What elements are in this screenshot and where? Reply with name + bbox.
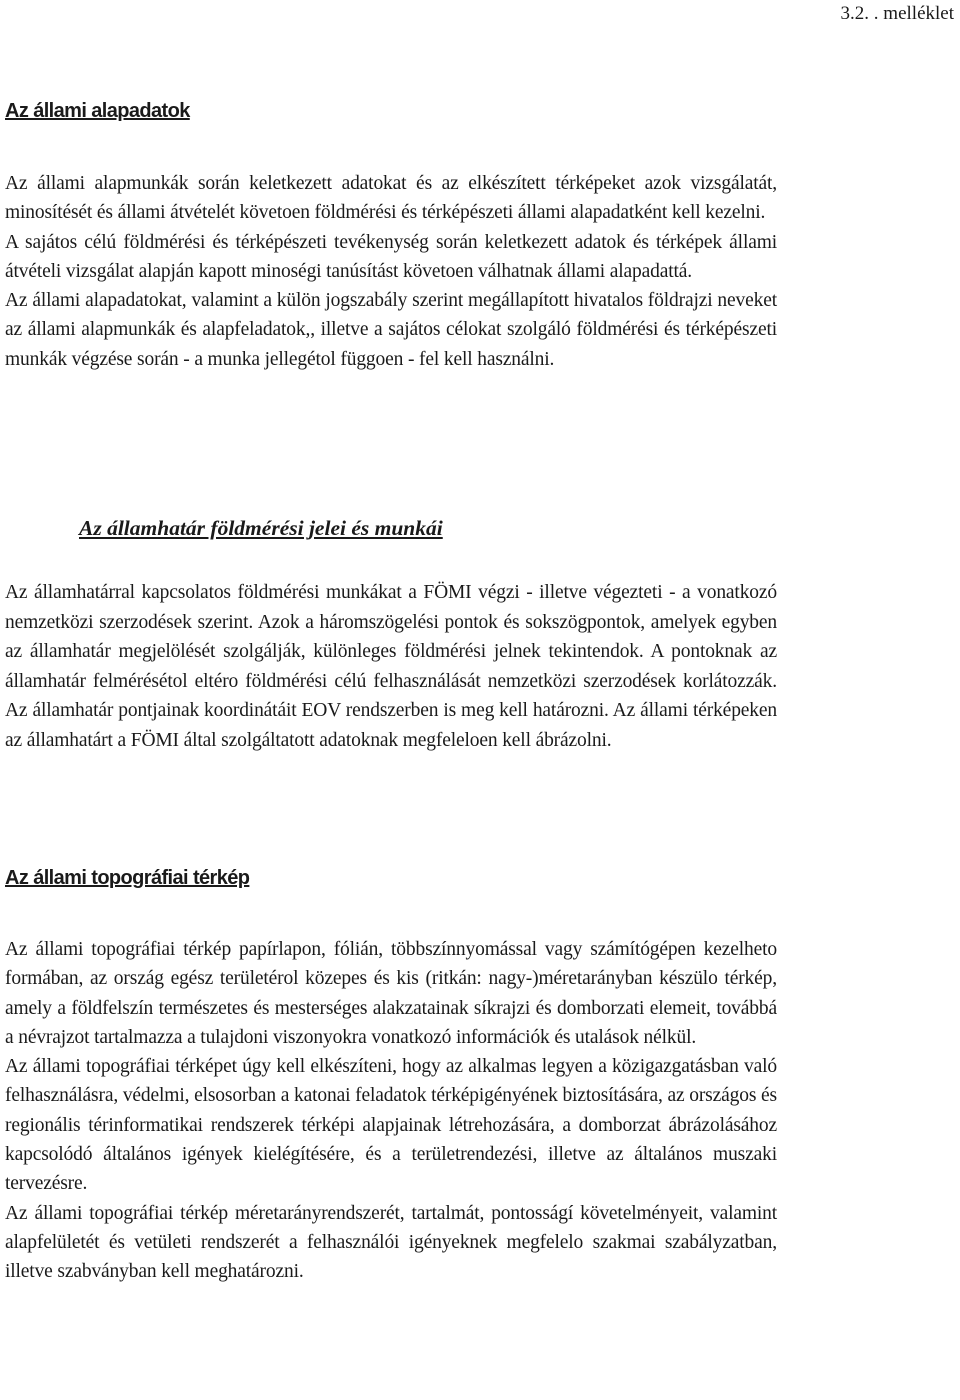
paragraph: Az állami topográfiai térkép papírlapon, fólián, többszínnyomással vagy számítógépen kezelheto formában, az ország egész területérol közepes és kis (ritkán: nagy-)méretarányban készülo térkép, amely a földfelszín természetes és mesterséges alakzatainak síkrajzi és domborzati elemeit, továbbá a névrajzot tartalmazza a tulajdoni viszonyokra vonatkozó információk és utalások nélkül. (5, 939, 777, 1048)
section-body-topographic-map (5, 935, 777, 1287)
paragraph: A sajátos célú földmérési és térképészeti tevékenység során keletkezett adatok és térképek állami átvételi vizsgálat alapján kapott minoségi tanúsítást követoen válhatnak állami alapadattá. (5, 231, 777, 282)
paragraph: Az állami alapadatokat, valamint a külön jogszabály szerint megállapított hivatalos földrajzi neveket az állami alapmunkák és alapfeladatok,, illetve a sajátos célokat szolgáló földmérési és térképészeti munkák végzése során - a munka jellegétol függoen - fel kell használni. (5, 290, 777, 370)
paragraph: Az államhatárral kapcsolatos földmérési munkákat a FÖMI végzi - illetve végezteti - a vonatkozó nemzetközi szerzodések szerint. Azok a háromszögelési pontok és sokszögpontok, amelyek egyben az államhatár megjelölését szolgálják, különleges földmérési jelnek tekintendok. A pontoknak az államhatár felmérésétol eltéro földmérési célú felhasználását nemzetközi szerzodések korlátozzák. Az államhatár pontjainak koordinátáit EOV rendszerben is meg kell határozni. Az állami térképeken az államhatárt a FÖMI által szolgáltatott adatoknak megfeleloen kell ábrázolni. (5, 582, 777, 751)
paragraph: Az állami alapmunkák során keletkezett adatokat és az elkészített térképeket azok vizsgálatát, minosítését és állami átvételét követoen földmérési és térképészeti állami alapadatként kell kezelni. (5, 173, 777, 224)
section-heading-state-base-data: Az állami alapadatok (5, 100, 190, 122)
paragraph: Az állami topográfiai térképet úgy kell elkészíteni, hogy az alkalmas legyen a közigazgatásban való felhasználásra, védelmi, elsosorban a katonai feladatok térképigényének biztosítására, az országos és regionális térinformatikai rendszerek térképi alapjainak létrehozására, a domborzat ábrázolásához kapcsolódó általános igények kielégítésére, és a területrendezési, illetve az általános muszaki tervezésre. (5, 1056, 777, 1195)
paragraph: Az állami topográfiai térkép méretarányrendszerét, tartalmát, pontosságí követelményeit, valamint alapfelületét és vetületi rendszerét a felhasználói igényeknek megfelelo szakmai szabályzatban, illetve szabványban kell meghatározni. (5, 1202, 777, 1283)
annex-label: 3.2. . melléklet (840, 3, 954, 24)
section-heading-topographic-map: Az állami topográfiai térkép (5, 867, 250, 889)
section-body-state-base-data (5, 169, 777, 374)
section-body-state-border (5, 578, 777, 755)
section-heading-state-border: Az államhatár földmérési jelei és munkái (79, 516, 443, 540)
